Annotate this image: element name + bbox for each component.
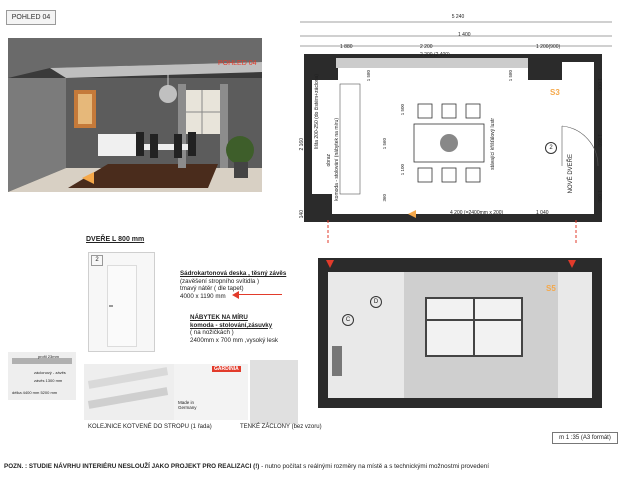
rail-shape: [88, 387, 168, 409]
ceiling-note-line: 4000 x 1190 mm: [180, 292, 226, 300]
rail-profile-label-a: záclonový - závěs: [34, 370, 66, 375]
ceiling-arrow-line: [238, 294, 282, 295]
footer-note-light: - nutno počítat s reálnými rozměry na místě a s technickými možnostmi provedení: [259, 463, 489, 470]
plan-inner-dim-b: 1 100: [400, 164, 405, 176]
plan-door-label: NOVÉ DVEŘE: [568, 154, 574, 194]
gardinia-photo: [174, 364, 248, 420]
curtain-photo: [250, 360, 298, 424]
ceiling-note-line: tmavý nátěr ( dle tapet): [180, 285, 244, 293]
dim-total: 5 240: [451, 14, 465, 20]
plan-painting-note: obraz: [326, 154, 332, 167]
dim-1040: 1 040: [536, 210, 549, 216]
elevation-s5: [318, 258, 602, 408]
ceiling-note-title: Sádrokartonová deska , těsný závěs: [180, 270, 287, 277]
plan-door-number: 2: [545, 142, 557, 154]
rail-caption: KOLEJNICE KOTVENÉ DO STROPU (1 řada): [88, 424, 212, 430]
view-label: POHLED 04: [6, 10, 56, 25]
furniture-note-line: 2400mm x 700 mm ,vysoký lesk: [190, 336, 279, 344]
plan-inner-dim-a: 1 500: [400, 104, 405, 116]
elevation-s5-label: S5: [546, 284, 556, 293]
furniture-note-line: ( na nožičkách ): [190, 329, 234, 337]
interior-render: [8, 38, 262, 192]
dim-1400: 1 400: [458, 32, 471, 38]
render-view-label: POHLED 04: [218, 60, 257, 67]
ceiling-note: [180, 270, 300, 300]
rail-profile-label: profil 23mm: [38, 354, 59, 359]
dim-right-1860: 1 860: [596, 134, 602, 147]
dim-1880: 1 880: [340, 44, 353, 50]
rail-photo: [84, 364, 174, 420]
dim-left-2160: 2 160: [299, 138, 305, 151]
elevation-drawing: [318, 258, 602, 408]
door-number: 2: [91, 255, 103, 266]
plan-inner-dim-e: 1 580: [366, 70, 371, 82]
plan-s3-label: S3: [550, 88, 560, 97]
rail-profile-label-b: závěs 1300 mm: [34, 378, 63, 383]
dim-2200-2400: 2 200 (2 400): [420, 52, 450, 58]
rail-shape: [88, 367, 168, 389]
furniture-note: [190, 314, 300, 344]
plan-sideboard-note: komoda - stolování (nábytek na míru): [334, 118, 340, 201]
dim-right-1000: 1 000: [596, 78, 602, 91]
plan-inner-dim-c: 1 560: [382, 138, 387, 150]
rail-profile-label-c: délka 4400 mm 5200 mm: [12, 390, 58, 395]
footer-note-bold: POZN. : STUDIE NÁVRHU INTERIÉRU NESLOUŽÍ JAKO PROJEKT PRO REALIZACI (!): [4, 463, 260, 470]
rail-profile-photo: [8, 352, 76, 400]
elevation-mark-c: C: [342, 314, 354, 326]
footer-note: [4, 463, 564, 470]
elevation-mark-d: D: [370, 296, 382, 308]
furniture-note-subtitle: komoda - stolování,zásuvky: [190, 321, 273, 329]
curtain-caption: TENKÉ ZÁCLONY (bez vzoru): [240, 424, 322, 430]
made-in-germany-label: Made in Germany: [178, 400, 197, 410]
furniture-note-title: NÁBYTEK NA MÍRU: [190, 314, 248, 321]
ceiling-note-line: (zavěšení stropního svítidla ): [180, 277, 260, 285]
arrow-left-icon: [232, 291, 239, 299]
plan-inner-dim-f: 1 580: [508, 70, 513, 82]
door-image: [88, 252, 155, 352]
scale-box: m 1 :35 (A3 formát): [552, 432, 618, 444]
plan-chandelier-note: stávající křišťálový lustr: [490, 118, 496, 170]
dim-2200: 2 200: [420, 44, 433, 50]
dim-4200: 4 200 (=2400mm x 200): [450, 210, 504, 216]
plan-rail-note: lišta 200-250 (do čistém+záclona): [314, 74, 320, 149]
door-title: DVEŘE L 800 mm: [86, 236, 145, 243]
plan-inner-dim-d: 360: [382, 194, 387, 202]
dim-left-140: 140: [299, 210, 305, 219]
door-handle-icon: [109, 305, 113, 307]
dim-right-1060: 1 060: [596, 190, 602, 203]
dim-1200: 1 200(900): [536, 44, 561, 50]
gardinia-logo: GARDINIA: [214, 366, 239, 372]
floor-plan: [300, 14, 612, 244]
